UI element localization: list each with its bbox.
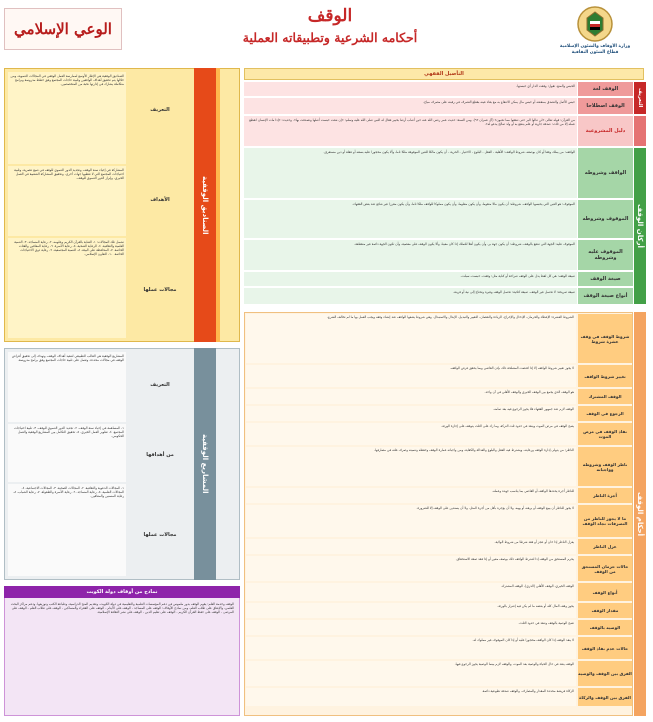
row-label-waqif: الواقف وشروطه xyxy=(578,148,633,198)
projects-goals-text: ١- المساهمة في إحياء سنة الوقف. ٢- تجديد الدور التنموي للوقف. ٣- تلبية احتياجات المجتمع. ٤- تطوير العمل الخيري. ٥- تحقيق التكامل بين المشاريع الوقفية والعمل الحكومي. xyxy=(8,424,126,482)
ruling-label: مقدار الوقف xyxy=(578,603,632,618)
row-text-formula: صيغة الوقف: هي كل لفظ يدل على الوقف صراحة أو كناية مثل: وقفت، حبست، سبلت. xyxy=(244,272,577,286)
row-text-legitimacy: من القرآن: قوله تعالى «لن تنالوا البر حتى تنفقوا مما تحبون» (آل عمران ٩٢). ومن السنة: حديث عمر رضي الله عنه حين أصاب أرضا بخيبر فقال له النبي صلى الله عليه وسلم: «إن شئت حبست أصلها وتصدقت بها». وحديث: «إذا مات الإنسان انقطع عمله إلا من ثلاث: صدقة جارية أو علم ينتفع به أو ولد صالح يدعو له». xyxy=(244,116,577,146)
row-label-terminology: الوقف اصطلاحا xyxy=(578,98,633,114)
ruling-label: الوقف المشترك xyxy=(578,389,632,404)
brand-logo: الوعي الإسلامي xyxy=(4,8,122,50)
projects-definition-text: المشاريع الوقفية هي القالب التطبيقي لتنفيذ أهداف الوقف، وتهدف إلى تحقيق أغراض الوقف في مجالات محددة، وتعمل على تلبية حاجات المجتمع وفق برامج مدروسة. xyxy=(8,352,126,422)
row-label-formula: صيغة الوقف xyxy=(578,272,633,286)
rulings-band: أحكام الوقف xyxy=(634,312,646,716)
ruling-label: ناظر الوقف وشروطه وواجباته xyxy=(578,447,632,486)
ruling-text: لا ينفذ الوقف إذا كان الواقف محجورا عليه أو إذا كان الموقوف غير مملوك له. xyxy=(246,637,576,659)
row-text-mawquf: الموقوف: هو العين التي يحبسها الواقف. شروطه: أن يكون مالا متقوما، وأن يكون معلوما، وأن يكون مملوكا للواقف ملكا تاما، وأن يكون مفرزا غير شائع عند بعض الفقهاء. xyxy=(244,200,577,238)
projects-fields-label: مجالات عملها xyxy=(143,532,177,538)
pillars-band: أركان الوقف xyxy=(634,148,646,304)
ruling-text: تصح الوصية بالوقف وتنفذ في حدود الثلث. xyxy=(246,620,576,635)
row-label-formula-types: أنواع صيغة الوقف xyxy=(578,288,633,304)
ruling-text: الوقف ينفذ في حال الحياة والوصية بعد الموت، والوقف لازم بينما الوصية يجوز الرجوع فيها. xyxy=(246,661,576,686)
ministry-name: وزارة الأوقاف والشئون الإسلامية قطاع الشئون الثقافية xyxy=(559,44,631,55)
ruling-label: ما لا يجوز للناظر من التصرفات تجاه الوقف xyxy=(578,505,632,537)
ruling-label: شروط الوقف في وقف عشرة شروط xyxy=(578,314,632,363)
ruling-text: الناظر: من يتولى إدارة الوقف ورعايته. ويشترط فيه العقل والبلوغ والعدالة والكفاية، ومن واجباته عمارة الوقف وحفظه وتنميته وصرف غلته في مصارفها. xyxy=(246,447,576,486)
ruling-label: أنواع الوقف xyxy=(578,583,632,601)
row-text-formula-types: صيغة صريحة: لا تحتمل غير الوقف. صيغة كنائية: تحتمل الوقف وغيره وتحتاج إلى نية أو قرينة. xyxy=(244,288,577,304)
projects-definition-label: التعريف xyxy=(150,382,170,388)
ruling-text: هو الوقف الذي يجمع بين الوقف الخيري والوقف الأهلي في آن واحد. xyxy=(246,389,576,404)
funds-fields-label: مجالات عملها xyxy=(143,287,177,293)
row-text-waqif: الواقف: من يملك وقفا أو كان بوصفه. شروط الواقف: الأهلية - العقل - البلوغ - الاختيار - الحرية - أن يكون مالكا للعين الموقوفة ملكا تاما، وألا يكون محجورا عليه بسفه أو غفلة أو دين مستغرق. xyxy=(244,148,577,198)
funds-definition-label: التعريف xyxy=(150,107,170,113)
ruling-label: حالات حرمان المستحق من الوقف xyxy=(578,556,632,581)
funds-band: الصناديق الوقفية xyxy=(194,68,216,342)
page-title: الوقف xyxy=(307,6,353,26)
row-text-beneficiary: الموقوف عليه: الجهة التي تنتفع بالوقف. شروطه: أن يكون جهة بر، وأن يكون أهلا للتملك إذا كان معينا، وألا يكون الوقف على معصية، وأن تكون الجهة دائمة غير منقطعة. xyxy=(244,240,577,270)
ruling-text: يجوز وقف المال كله أو بعضه ما لم يكن فيه إضرار بالورثة. xyxy=(246,603,576,618)
ruling-text: يصح الوقف في مرض الموت وينفذ في حدود ثلث التركة، وما زاد على الثلث يتوقف على إجازة الورثة. xyxy=(246,423,576,445)
state-emblem-icon xyxy=(575,4,615,44)
models-heading: نماذج من أوقاف دولة الكويت xyxy=(4,586,240,598)
page-subtitle: أحكامه الشرعية وتطبيقاته العملية xyxy=(242,30,418,45)
ruling-text: يحرم المستحق من الوقف إذا اشترط الواقف ذلك بوصف معين أو إذا فقد صفة الاستحقاق. xyxy=(246,556,576,581)
ruling-text: يعزل الناظر إذا خان أو عجز أو فقد شرطا من شروط الولاية. xyxy=(246,539,576,554)
definition-band: التعريف xyxy=(634,82,646,114)
funds-goals-text: المشاركة في إحياء سنة الوقف، وتجديد الدور التنموي للوقف في صيغ عصرية، وتلبية احتياجات المجتمع التي لا تغطيها جهات أخرى، وتحقيق المشاركة الشعبية في العمل الخيري، وإبراز الدور التنموي للوقف. xyxy=(8,166,126,236)
projects-band: المشاريع الوقفية xyxy=(194,348,216,580)
row-text-terminology: حبس الأصل والتصدق بمنفعته أو حبس مال يمكن الانتفاع به مع بقاء عينه بقطع التصرف في رقبته على مصرف مباح. xyxy=(244,98,577,114)
ruling-label: تغيير شروط الواقف xyxy=(578,365,632,387)
ruling-label: الفرق بين الوقف والوصية xyxy=(578,661,632,686)
ruling-label: الرجوع في الوقف xyxy=(578,406,632,421)
ruling-text: الزكاة فريضة محددة المقدار والمصارف، والوقف صدقة تطوعية دائمة. xyxy=(246,688,576,706)
ruling-label: نفاذ الوقف في مرض الموت xyxy=(578,423,632,445)
ruling-label: أجرة الناظر xyxy=(578,488,632,503)
funds-band-stripe xyxy=(216,68,220,342)
projects-fields-text: ١- المجالات الدعوية والثقافية. ٢- المجالات الصحية. ٣- المجالات الاجتماعية. ٤- المجالات العلمية. ٥- رعاية المساجد. ٦- رعاية الأسرة والطفولة. ٧- رعاية الشباب. ٨- رعاية المسنين والمعاقين. xyxy=(8,484,126,576)
ruling-text: لا يجوز للناظر أن يبيع الوقف أو يرهنه أو يهبه، ولا أن يؤجره بأقل من أجرة المثل، ولا أن يستدين على الوقف إلا للضرورة. xyxy=(246,505,576,537)
funds-definition-text: الصناديق الوقفية هي الإطار الأوسع لممارسة العمل الوقفي في المجالات التنموية، ومن خلالها يتم تحقيق أهداف الواقفين وتلبية حاجات المجتمع وفق خطط مدروسة وبرامج متكاملة يشارك في إدارتها نخبة من المتخصصين. xyxy=(8,72,126,164)
ruling-text: الوقف لازم عند جمهور الفقهاء فلا يجوز الرجوع فيه بعد تمامه. xyxy=(246,406,576,421)
ruling-label: الفرق بين الوقف والزكاة xyxy=(578,688,632,706)
ruling-label: عزل الناظر xyxy=(578,539,632,554)
ruling-text: الوقف الخيري، الوقف الأهلي (الذري)، الوقف المشترك. xyxy=(246,583,576,601)
fiqh-heading: التأصيل الفقهي xyxy=(244,68,644,80)
models-text: الوقف وخدمة العلم: يقوم الوقف بدور ملموس في دعم المؤسسات العلمية والتعليمية في دولة الكويت، وتقديم المنح الدراسية، وطباعة الكتب وتوزيعها، ودعم مراكز البحث العلمي، والإنفاق على طلاب العلم. ومن نماذج الأوقاف: الوقف على المساجد - الوقف على الأيتام - الوقف على الفقراء والمساكين - الوقف على طلاب العلم - الوقف على المرضى - الوقف على حفظ القرآن الكريم - الوقف على تعليم الدين - الوقف على نشر الثقافة الإسلامية. xyxy=(10,602,234,615)
projects-goals-label: من أهدافها xyxy=(146,452,174,458)
row-label-mawquf: الموقوف وشروطه xyxy=(578,200,633,238)
ruling-text: الشروط العشرة: الإعطاء والحرمان، الإدخال والإخراج، الزيادة والنقصان، التغيير والتبديل، الإبدال والاستبدال. وهي شروط يضعها الواقف عند إنشاء وقفه ويجب العمل بها ما لم تخالف الشرع. xyxy=(246,314,576,363)
ruling-label: حالات عدم نفاذ الوقف xyxy=(578,637,632,659)
ruling-text: للناظر أجرة يحددها الواقف أو القاضي بما يناسب جهده وعمله. xyxy=(246,488,576,503)
row-label-beneficiary: الموقوف عليه وشروطه xyxy=(578,240,633,270)
row-label-lexical: الوقف لغة xyxy=(578,82,633,96)
legitimacy-band xyxy=(634,116,646,146)
row-label-legitimacy: دليل المشروعية xyxy=(578,116,633,146)
ruling-label: الوصية بالوقف xyxy=(578,620,632,635)
funds-fields-text: تشمل تلك المجالات: ١- العناية بالقرآن الكريم وعلومه. ٢- رعاية المساجد. ٣- التنمية العلمية والثقافية. ٤- الرعاية الصحية. ٥- رعاية الأسرة. ٦- رعاية المعاقين والفئات الخاصة. ٧- المحافظة على البيئة. ٨- التنمية المجتمعية. ٩- رعاية ذوي الاحتياجات الخاصة. ١٠- التعاون الإسلامي. xyxy=(8,238,126,338)
funds-goals-label: الأهداف xyxy=(150,197,170,203)
row-text-lexical: الحبس والمنع. تقول: وقفت الدار أي حبستها. xyxy=(244,82,577,96)
ruling-text: لا يجوز تغيير شروط الواقف إلا إذا اقتضت المصلحة ذلك بإذن القاضي وبما يحقق غرض الواقف. xyxy=(246,365,576,387)
